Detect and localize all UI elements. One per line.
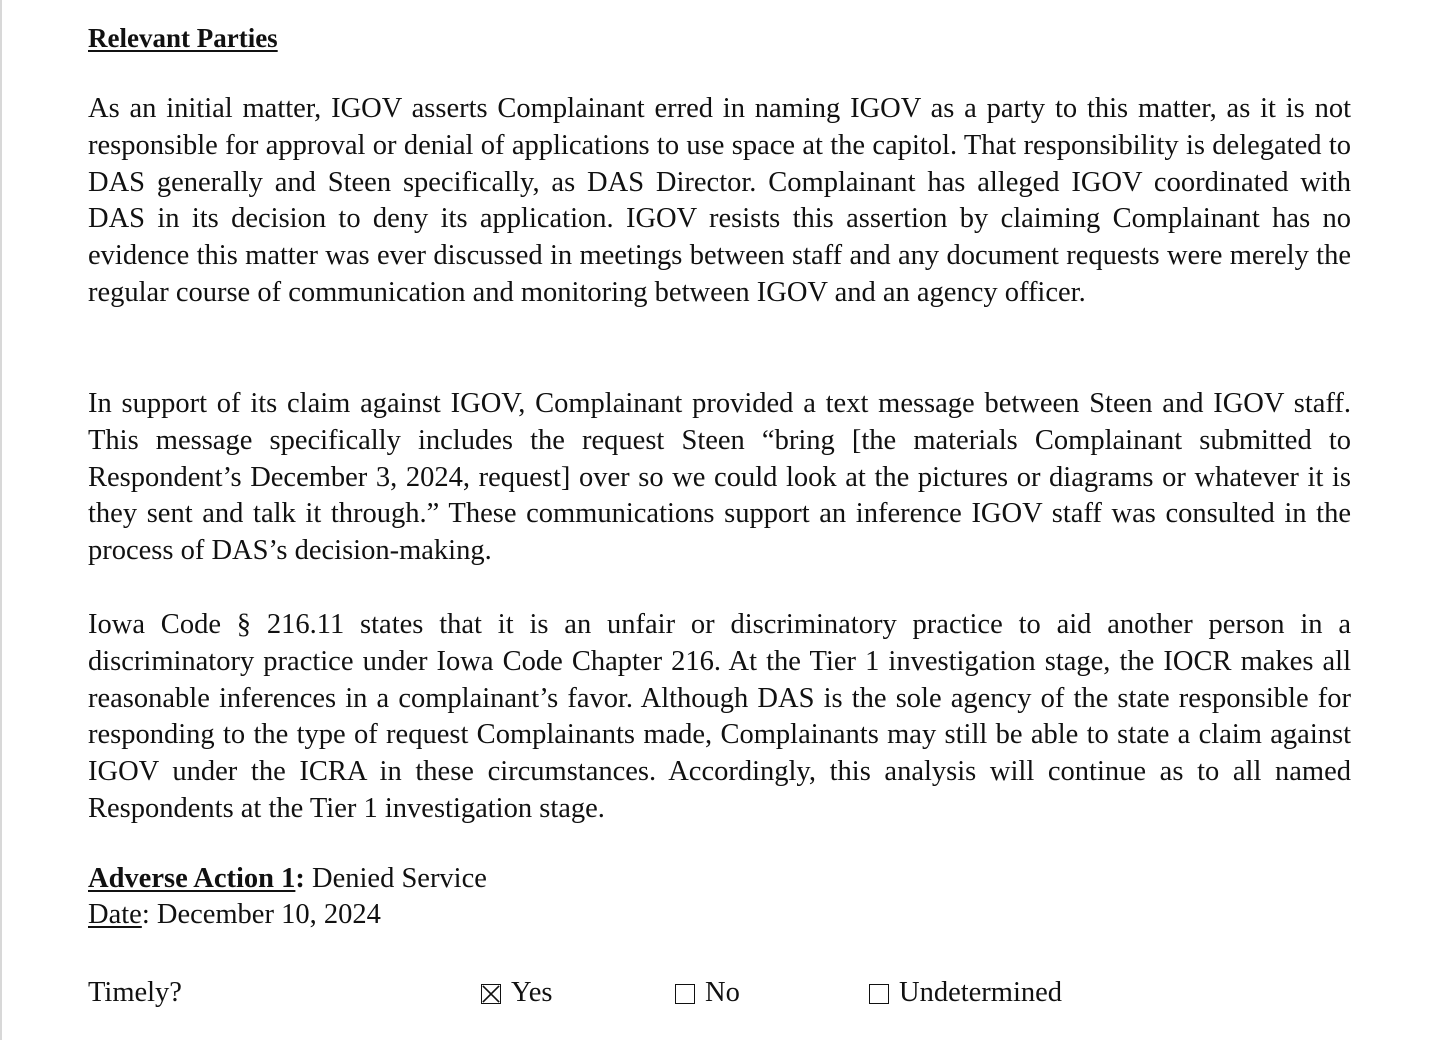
yes-checkbox[interactable] bbox=[481, 984, 501, 1004]
section-heading-relevant-parties: Relevant Parties bbox=[88, 23, 278, 53]
timely-row bbox=[0, 975, 1456, 1011]
adverse-action-line bbox=[88, 861, 487, 897]
adverse-action-label: Adverse Action 1 bbox=[88, 863, 296, 894]
timely-label: Timely? bbox=[88, 977, 182, 1008]
adverse-action-separator: : bbox=[295, 863, 305, 894]
adverse-action-value: Denied Service bbox=[304, 863, 487, 894]
timely-option-yes[interactable] bbox=[481, 975, 552, 1011]
yes-label: Yes bbox=[511, 977, 553, 1008]
no-checkbox[interactable] bbox=[675, 984, 695, 1004]
no-label: No bbox=[705, 977, 740, 1008]
timely-option-no[interactable] bbox=[675, 975, 740, 1011]
paragraph-initial-matter: As an initial matter, IGOV asserts Complainant erred in naming IGOV as a party to this matter, as it is not responsible for approval or denial of applications to use space at the capitol. That responsibility is delegated to DAS generally and Steen specifically, as DAS Director. Complainant has alleged IGOV coordinated with DAS in its decision to deny its application. IGOV resists this assertion by claiming Complainant has no evidence this matter was ever discussed in meetings between staff and any document requests were merely the regular course of communication and monitoring between IGOV and an agency officer. bbox=[88, 93, 1351, 308]
undetermined-checkbox[interactable] bbox=[869, 984, 889, 1004]
undetermined-label: Undetermined bbox=[899, 977, 1063, 1008]
date-line bbox=[88, 897, 381, 933]
timely-option-undetermined[interactable] bbox=[869, 975, 1062, 1011]
date-value: December 10, 2024 bbox=[149, 899, 381, 930]
scan-edge bbox=[0, 0, 2, 1040]
date-separator: : bbox=[141, 899, 150, 930]
paragraph-iowa-code: Iowa Code § 216.11 states that it is an unfair or discriminatory practice to aid another person in a discriminatory practice under Iowa Code Chapter 216. At the Tier 1 investigation stage, the IOCR makes all reasonable inferences in a complainant’s favor. Although DAS is the sole agency of the state responsible for responding to the type of request Complainants made, Complainants may still be able to state a claim against IGOV under the ICRA in these circumstances. Accordingly, this analysis will continue as to all named Respondents at the Tier 1 investigation stage. bbox=[88, 609, 1351, 824]
paragraph-support-of-claim: In support of its claim against IGOV, Complainant provided a text message between Steen and IGOV staff. This message specifically includes the request Steen “bring [the materials Complainant submitted to Respondent’s December 3, 2024, request] over so we could look at the pictures or diagrams or whatever it is they sent and talk it through.” These communications support an inference IGOV staff was consulted in the process of DAS’s decision-making. bbox=[88, 388, 1351, 567]
checkbox-x-mark-icon bbox=[482, 985, 500, 1003]
date-label: Date bbox=[88, 899, 142, 930]
